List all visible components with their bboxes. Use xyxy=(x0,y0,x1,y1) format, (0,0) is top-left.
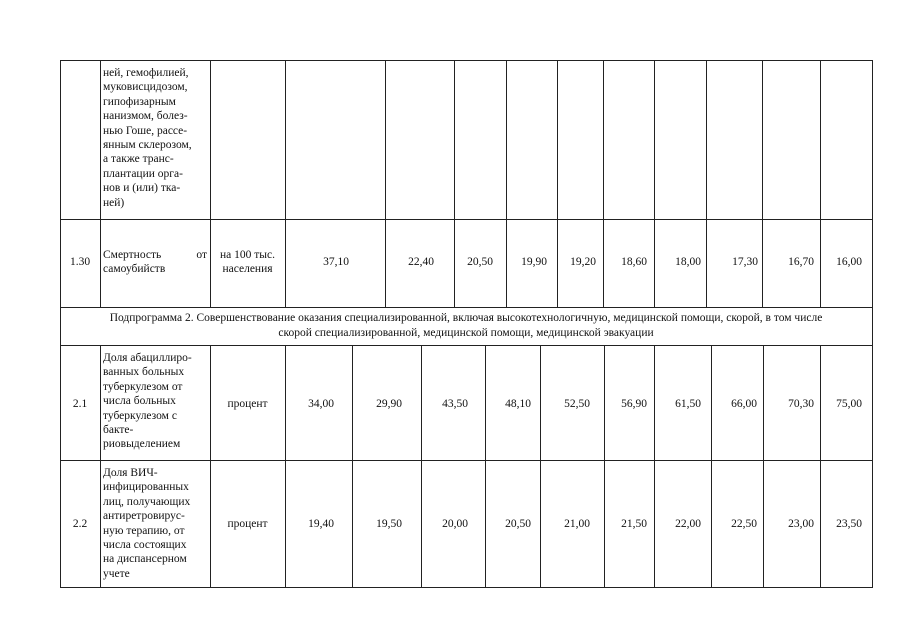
row-2-2-value: 19,40 xyxy=(308,518,334,530)
row-1-30-value: 16,00 xyxy=(836,256,862,268)
row-2-1-value: 48,10 xyxy=(505,398,531,410)
row-2-1-name-line: туберкулезом от xyxy=(103,380,183,393)
row-2-1-value: 34,00 xyxy=(308,398,334,410)
row-1-30-value: 19,20 xyxy=(570,256,596,268)
row-2-1-name-line: туберкулезом с xyxy=(103,409,177,422)
row-1-29-name-line: нанизмом, болез- xyxy=(103,110,188,123)
row-2-2-value: 23,00 xyxy=(788,518,814,530)
row-2-2-value: 20,50 xyxy=(505,518,531,530)
row-2-1-value: 52,50 xyxy=(564,398,590,410)
row-1-30-value: 37,10 xyxy=(323,256,349,268)
row-1-30-name xyxy=(103,248,207,277)
row-1-29-name-line: ней) xyxy=(103,196,125,209)
row-2-1-value: 61,50 xyxy=(675,398,701,410)
row-2-1-value: 70,30 xyxy=(788,398,814,410)
row-2-1-value: 56,90 xyxy=(621,398,647,410)
row-1-29-name-line: гипофизарным xyxy=(103,95,176,108)
row-2-1-name-line: ванных больных xyxy=(103,366,185,379)
row-2-1-name-line: Доля абациллиро- xyxy=(103,352,192,364)
row-1-29-name-line: а также транс- xyxy=(103,153,174,166)
row-2-2-number: 2.2 xyxy=(72,518,88,530)
row-1-29-name xyxy=(103,66,209,210)
row-1-30-unit-line2: населения xyxy=(222,263,273,276)
row-2-1-name-line: риовыделением xyxy=(103,438,181,451)
row-1-30-name-part2: от xyxy=(196,249,207,261)
row-1-30-name-part1: Смертность xyxy=(103,249,162,261)
row-1-30-value: 19,90 xyxy=(521,256,547,268)
row-2-1-name xyxy=(103,351,209,452)
row-2-2-value: 19,50 xyxy=(376,518,402,530)
row-2-2-name-line: числа состоящих xyxy=(103,539,187,552)
row-2-1-number: 2.1 xyxy=(72,398,88,410)
row-2-1-value: 66,00 xyxy=(731,398,757,410)
row-1-29-name-line: янным склерозом, xyxy=(103,139,192,152)
row-2-1-value: 29,90 xyxy=(376,398,402,410)
row-1-30-value: 18,60 xyxy=(621,256,647,268)
row-2-1-name-line: числа больных xyxy=(103,395,176,408)
row-2-2-name-line: ную терапию, от xyxy=(103,524,185,537)
row-1-30-unit-line1: на 100 тыс. xyxy=(220,249,275,261)
row-1-30-value: 16,70 xyxy=(788,256,814,268)
row-1-30-value: 18,00 xyxy=(675,256,701,268)
row-1-30-unit xyxy=(210,248,285,277)
row-2-2-name-line: учете xyxy=(103,567,130,580)
subprogram-title-line1: Подпрограмма 2. Совершенствование оказания специализированной, включая высокотехнологичную, медицинской помощи, скорой, в том числе xyxy=(109,312,823,324)
row-2-1-unit: процент xyxy=(227,398,268,410)
row-2-2-value: 20,00 xyxy=(442,518,468,530)
row-1-30-number: 1.30 xyxy=(69,256,91,268)
row-2-2-name-line: инфицированных xyxy=(103,481,189,494)
row-2-2-value: 23,50 xyxy=(836,518,862,530)
row-2-1-value: 43,50 xyxy=(442,398,468,410)
row-2-2-name-line: антиретровирус- xyxy=(103,510,185,523)
row-2-2-value: 22,50 xyxy=(731,518,757,530)
row-1-30-value: 22,40 xyxy=(408,256,434,268)
row-1-30-name-line2: самоубийств xyxy=(103,263,166,276)
subprogram-title-line2: скорой специализированной, медицинской помощи, медицинской эвакуации xyxy=(278,327,654,339)
row-1-29-name-line: нов и (или) тка- xyxy=(103,182,181,195)
row-2-2-name-line: на диспансерном xyxy=(103,553,187,566)
row-2-2-value: 21,00 xyxy=(564,518,590,530)
row-2-1-name-line: бакте- xyxy=(103,424,134,437)
row-2-1-value: 75,00 xyxy=(836,398,862,410)
row-2-2-name-line: Доля ВИЧ- xyxy=(103,467,158,479)
row-2-2-name xyxy=(103,466,209,581)
row-2-2-name-line: лиц, получающих xyxy=(103,495,191,508)
row-2-2-unit: процент xyxy=(227,518,268,530)
row-2-2-value: 22,00 xyxy=(675,518,701,530)
row-2-2-value: 21,50 xyxy=(621,518,647,530)
row-1-30-value: 20,50 xyxy=(467,256,493,268)
row-1-29-name-line: нью Гоше, рассе- xyxy=(103,124,188,137)
row-1-30-value: 17,30 xyxy=(732,256,758,268)
row-1-29-name-line: муковисцидозом, xyxy=(103,81,188,94)
row-1-29-name-line: ней, гемофилией, xyxy=(103,67,189,79)
row-1-29-name-line: плантации орга- xyxy=(103,167,183,180)
